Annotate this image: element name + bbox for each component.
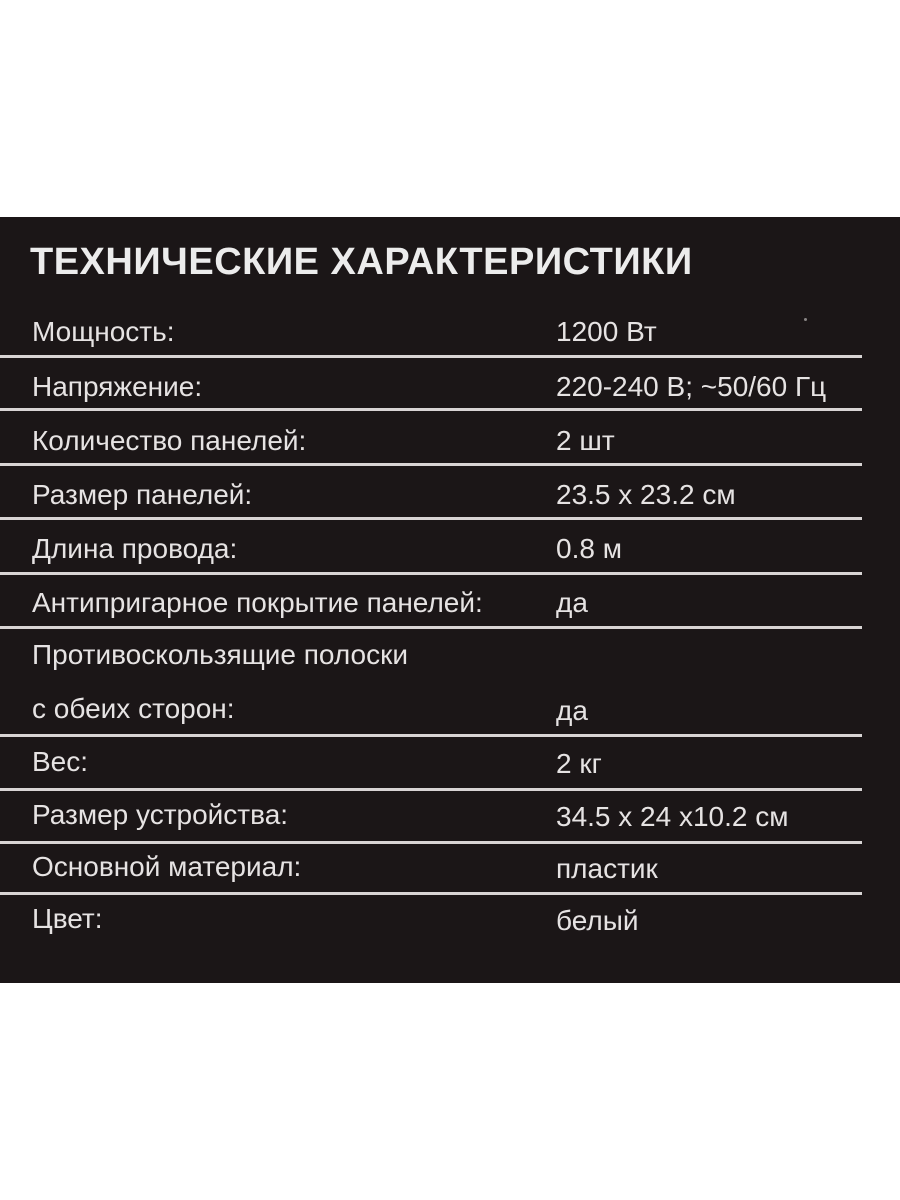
spec-value-nonstick: да xyxy=(556,587,588,618)
row-divider xyxy=(0,734,862,737)
spec-label-nonstick: Антипригарное покрытие панелей: xyxy=(32,587,483,618)
spec-value-device-size: 34.5 x 24 x10.2 см xyxy=(556,801,789,832)
spec-value-panel-count: 2 шт xyxy=(556,425,615,456)
spec-label-voltage: Напряжение: xyxy=(32,371,203,402)
spec-label-panel-count: Количество панелей: xyxy=(32,425,307,456)
spec-label-antislip-line2: с обеих сторон: xyxy=(32,693,235,724)
row-divider xyxy=(0,788,862,791)
spec-value-cord-length: 0.8 м xyxy=(556,533,622,564)
spec-label-panel-size: Размер панелей: xyxy=(32,479,253,510)
row-divider xyxy=(0,626,862,629)
spec-value-power: 1200 Вт xyxy=(556,316,657,347)
spec-label-device-size: Размер устройства: xyxy=(32,799,289,830)
spec-panel xyxy=(0,217,900,983)
spec-label-power: Мощность: xyxy=(32,316,175,347)
row-divider xyxy=(0,463,862,466)
row-divider xyxy=(0,892,862,895)
spec-value-weight: 2 кг xyxy=(556,748,602,779)
spec-label-material: Основной материал: xyxy=(32,851,302,882)
spec-value-material: пластик xyxy=(556,853,658,884)
row-divider xyxy=(0,408,862,411)
row-divider xyxy=(0,841,862,844)
spec-value-color: белый xyxy=(556,905,639,936)
spec-value-antislip: да xyxy=(556,695,588,726)
row-divider xyxy=(0,517,862,520)
spec-value-voltage: 220-240 В; ~50/60 Гц xyxy=(556,371,827,402)
spec-value-panel-size: 23.5 x 23.2 см xyxy=(556,479,736,510)
spec-label-color: Цвет: xyxy=(32,903,103,934)
spec-title: ТЕХНИЧЕСКИЕ ХАРАКТЕРИСТИКИ xyxy=(30,241,693,283)
spec-label-antislip-line1: Противоскользящие полоски xyxy=(32,639,408,670)
dust-speck xyxy=(804,318,807,321)
row-divider xyxy=(0,355,862,358)
row-divider xyxy=(0,572,862,575)
spec-label-weight: Вес: xyxy=(32,746,89,777)
spec-label-cord-length: Длина провода: xyxy=(32,533,238,564)
